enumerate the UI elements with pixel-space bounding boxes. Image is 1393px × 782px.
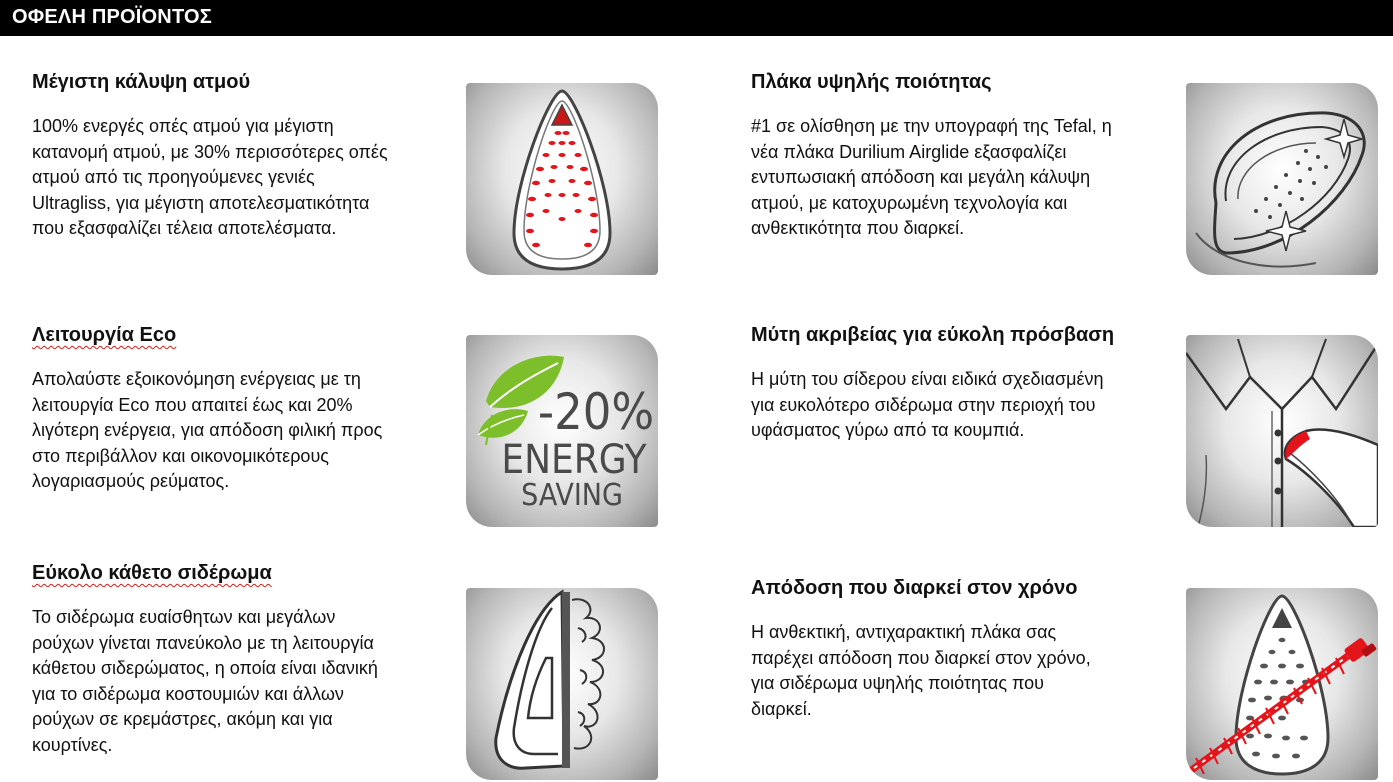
saving-word-text: SAVING bbox=[521, 478, 623, 513]
benefit-title: Εύκολο κάθετο σιδέρωμα bbox=[32, 562, 272, 584]
scratch-resistant-zipper-icon bbox=[1186, 588, 1378, 780]
benefit-description: Απολαύστε εξοικονόμηση ενέργειας με τη λειτουργία Eco που απαιτεί έως και 20% λιγότερη ενέργεια, για απόδοση φιλική προς στο περιβάλλον και οικονομικότερους λογαριασμούς ρεύματος. bbox=[32, 369, 383, 491]
benefit-title: Μύτη ακριβείας για εύκολη πρόσβαση bbox=[751, 324, 1115, 346]
page-title: ΟΦΕΛΗ ΠΡΟΪΟΝΤΟΣ bbox=[12, 6, 212, 28]
benefit-eco-mode bbox=[32, 323, 452, 495]
energy-saving-leaf-icon bbox=[466, 335, 658, 527]
red-steam-soleplate-icon bbox=[466, 83, 658, 275]
benefit-description: Το σιδέρωμα ευαίσθητων και μεγάλων ρούχων γίνεται πανεύκολο με τη λειτουργία κάθετου σιδερώματος, η οποία είναι ιδανική για το σιδέρωμα κοστουμιών και άλλων ρούχων σε κρεμάστρες, ακόμη και για κουρτίνες. bbox=[32, 607, 378, 755]
benefit-description: #1 σε ολίσθηση με την υπογραφή της Tefal, η νέα πλάκα Durilium Airglide εξασφαλίζει εντυπωσιακή απόδοση και μεγάλη κάλυψη ατμού, με κατοχυρωμένη τεχνολογία και ανθεκτικότητα που διαρκεί. bbox=[751, 116, 1112, 238]
benefit-steam-coverage bbox=[32, 70, 452, 242]
benefit-title: Πλάκα υψηλής ποιότητας bbox=[751, 71, 992, 93]
benefit-title: Λειτουργία Eco bbox=[32, 324, 177, 346]
benefit-precision-tip bbox=[751, 323, 1171, 444]
benefit-description: 100% ενεργές οπές ατμού για μέγιστη κατανομή ατμού, με 30% περισσότερες οπές ατμού από τις προηγούμενες γενιές Ultragliss, για μέγιστη αποτελεσματικότητα που εξασφαλίζει τέλεια αποτελέσματα. bbox=[32, 116, 388, 238]
energy-word-text: ENERGY bbox=[501, 437, 647, 483]
benefit-vertical-ironing bbox=[32, 561, 452, 758]
benefit-description: Η ανθεκτική, αντιχαρακτική πλάκα σας παρέχει απόδοση που διαρκεί στον χρόνο, για σιδέρωμα υψηλής ποιότητας που διαρκεί. bbox=[751, 622, 1091, 719]
vertical-steam-iron-icon bbox=[466, 588, 658, 780]
benefit-title: Μέγιστη κάλυψη ατμού bbox=[32, 71, 251, 93]
benefit-soleplate-quality bbox=[751, 70, 1171, 242]
page-header bbox=[0, 0, 1393, 36]
benefit-description: Η μύτη του σίδερου είναι ειδικά σχεδιασμένη για ευκολότερο σιδέρωμα στην περιοχή του υφάσματος γύρω από τα κουμπιά. bbox=[751, 369, 1104, 440]
soleplate-sparkle-icon bbox=[1186, 83, 1378, 275]
benefit-durable-performance bbox=[751, 576, 1171, 722]
benefit-title: Απόδοση που διαρκεί στον χρόνο bbox=[751, 577, 1078, 599]
energy-percent-text: -20% bbox=[537, 383, 655, 441]
shirt-button-tip-icon bbox=[1186, 335, 1378, 527]
